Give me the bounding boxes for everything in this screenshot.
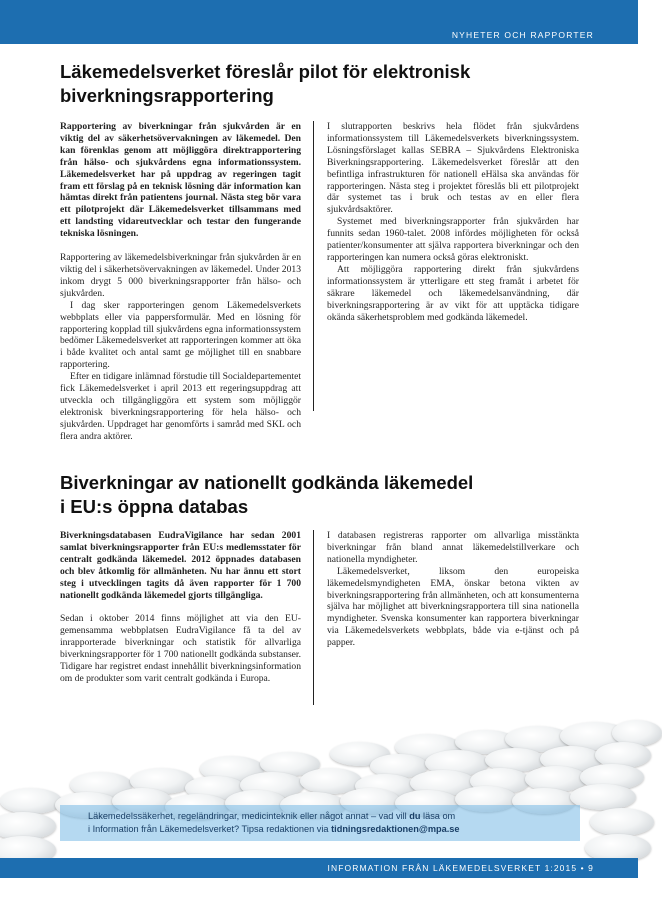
article1-paragraph: Att möjliggöra rapportering direkt från sjukvårdens informationssystem är ytterligare ett steg framåt i arbetet för säkrare läkemedel och läkemedelsanvändning, där biverkningsrapportering är av vikt för att upptäcka tidigare okända säkerhetsproblem med godkända läkemedel.	[327, 263, 579, 323]
article2-paragraph: Läkemedelsverket, liksom den europeiska läkemedelsmyndigheten EMA, önskar betona vikten av biverkningsrapportering från allmänheten, och att konsumenterna själva har möjlighet att biverkningsrapportera till sina nationella myndigheter. Svenska konsumenter kan rapportera biverkningar via Läkemedelsverkets webbplats, både via e-tjänst och på papper.	[327, 565, 579, 649]
footer-text: INFORMATION FRÅN LÄKEMEDELSVERKET 1:2015 • 9	[327, 863, 594, 873]
tip-line1-bold: du	[409, 811, 421, 821]
article1-paragraph: Systemet med biverkningsrapporter från sjukvården har funnits sedan 1960-talet. 2008 infördes möjligheten för också patienter/konsumenter att själva rapportera biverkningar och den rapporteringen kan numera också göras elektroniskt.	[327, 216, 579, 263]
tip-email-link[interactable]: tidningsredaktionen@mpa.se	[331, 824, 460, 834]
article1-paragraph: Rapportering av läkemedelsbiverkningar från sjukvården är en viktig del i säkerhetsövervakningen av läkemedel. Under 2013 inkom drygt 5 000 biverkningsrapporter från hälso- och sjukvården.	[60, 252, 301, 299]
article2-paragraph: I databasen registreras rapporter om allvarliga misstänkta biverkningar från bland annat läkemedelstillverkare och nationella myndigheter.	[327, 530, 579, 565]
tip-line1-end: läsa om	[420, 811, 456, 821]
article1-paragraph: I slutrapporten beskrivs hela flödet från sjukvårdens informationssystem till Läkemedelsverkets biverkningssystem. Lösningsförslaget kallas SEBRA – Sjukvårdens Elektroniska Biverkningsrapportering. Läkemedelsverket föreslår att den befintliga infrastrukturen för nationell eHälsa ska användas för rapporteringen. Nästa steg i projektet föreslås bli ett pilotprojekt där systemet tas i bruk och testas av en eller flera sjukvårdsaktörer.	[327, 121, 579, 216]
article1-right-column	[327, 121, 579, 323]
tip-line1-start: Läkemedelssäkerhet, regeländringar, medicinteknik eller något annat – vad vill	[88, 811, 410, 821]
article2-paragraph: Sedan i oktober 2014 finns möjlighet att via den EU-gemensamma webbplatsen EudraVigilance få ta del av inrapporterade biverkningar och statistik för allvarliga biverkningsrapporter för 1 700 nationellt godkända substanser. Tidigare har registret endast innehållit biverkningsinformation om de produkter som varit centralt godkända i Europa.	[60, 613, 301, 684]
article2-left-column	[60, 530, 301, 685]
article2-title-line1: Biverkningar av nationellt godkända läkemedel	[60, 472, 474, 493]
article1-lead: Rapportering av biverkningar från sjukvården är en viktig del av säkerhetsövervakningen av läkemedel. Den kan förenklas genom att möjliggöra direktrapportering från hälso- och sjukvårdens egna informationssystem. Läkemedelsverket har på uppdrag av regeringen tagit fram ett förslag på en teknisk lösning där information kan hämtas direkt från patientens journal. Nästa steg bör vara ett pilotprojekt där Läkemedelsverket tillsammans med ett landsting vidareutvecklar och testar den fungerande tekniska lösningen.	[60, 121, 301, 240]
article1-title-line1: Läkemedelsverket föreslår pilot för elektronisk	[60, 61, 471, 82]
column-divider	[313, 530, 314, 705]
article2-right-column	[327, 530, 579, 649]
footer-bar	[0, 858, 638, 878]
article1-left-column	[60, 121, 301, 442]
section-label: NYHETER OCH RAPPORTER	[451, 30, 594, 40]
tip-box	[60, 805, 580, 841]
tip-line2-start: i Information från Läkemedelsverket? Tipsa redaktionen via	[88, 824, 332, 834]
article2-title-line2: i EU:s öppna databas	[60, 496, 249, 517]
article2-lead: Biverkningsdatabasen EudraVigilance har sedan 2001 samlat biverkningsrapporter från EU:s medlemsstater för centralt godkända läkemedel. 2012 öppnades databasen och blev åtkomlig för allmänheten. Nu har ännu ett stort steg i utvecklingen tagits då även rapporter för 1 700 nationellt godkända läkemedel gjorts tillgängliga.	[60, 530, 301, 601]
article1-title-line2: biverkningsrapportering	[60, 85, 274, 106]
header-bar	[0, 0, 638, 44]
article2-title	[60, 471, 580, 519]
article1-paragraph: I dag sker rapporteringen genom Läkemedelsverkets webbplats eller via pappersformulär. Med en lösning för rapportering kopplad till sjukvårdens egna informationssystem bedömer Läkemedelsverket att rapporteringen kommer att öka i både kvalitet och antal samt ge möjlighet till en snabbare rapportering.	[60, 299, 301, 371]
tip-text	[88, 810, 568, 836]
article1-title	[60, 60, 580, 108]
article1-paragraph: Efter en tidigare inlämnad förstudie till Socialdepartementet fick Läkemedelsverket i april 2013 ett regeringsuppdrag att utveckla och tillgängliggöra ett system som möjliggör elektronisk biverkningsrapportering för hela hälso- och sjukvården. Uppdraget har genomförts i samråd med SKL och flera andra aktörer.	[60, 371, 301, 442]
column-divider	[313, 121, 314, 411]
